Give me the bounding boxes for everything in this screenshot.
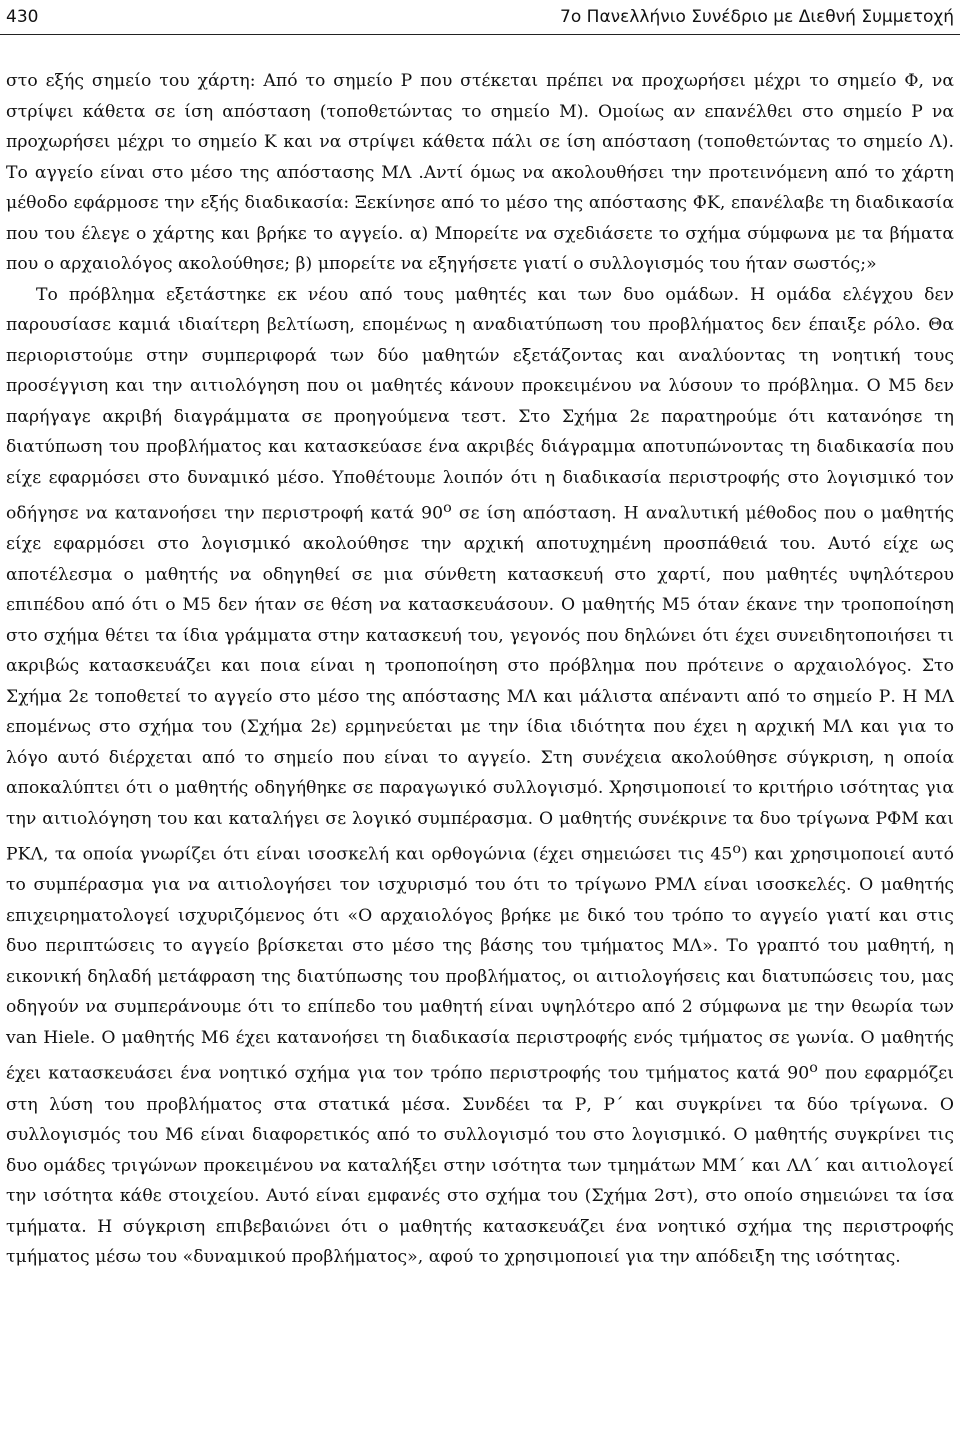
degree-superscript: ο bbox=[732, 841, 742, 858]
text-run: Το πρόβλημα εξετάστηκε εκ νέου από τους μαθητές και των δυο ομάδων. Η ομάδα ελέγχου δεν παρουσίασε καμιά ιδιαίτερη βελτίωση, επομένως η αναδιατύπωση του προβλήματος δεν έπαιξε ρόλο. Θα περιοριστούμε στην συμπεριφορά των δύο μαθητών εξετάζοντας και αναλύοντας τη νοητική τους προσέγγιση και την αιτιολόγηση που οι μαθητές κάνουν προκειμένου να λύσουν το πρόβλημα. Ο Μ5 δεν παρήγαγε ακριβή διαγράμματα σε προηγούμενα τεστ. Στο Σχήμα 2ε παρατηρούμε ότι κατανόησε τη διατύπωση του προβλήματος και κατασκεύασε ένα ακριβές διάγραμμα αποτυπώνοντας τη διαδικασία που είχε εφαρμόσει στο δυναμικό μέσο. Υποθέτουμε λοιπόν ότι η διαδικασία περιστροφής στο λογισμικό τον οδήγησε να κατανοήσει την περιστροφή κατά 90 bbox=[6, 284, 954, 524]
body-text bbox=[6, 66, 954, 1273]
degree-superscript: ο bbox=[443, 500, 452, 516]
text-run: σε ίση απόσταση. Η αναλυτική μέθοδος που ο μαθητής είχε εφαρμόσει στο λογισμικό ακολούθησε την αρχική αποτυχημένη προσπάθειά του. Αυτό είχε ως αποτέλεσμα ο μαθητής να οδηγηθεί σε μια σύνθετη κατασκευή στο χαρτί, που μαθητές υψηλότερου επιπέδου από ότι ο Μ5 δεν ήταν σε θέση να κατασκευάσουν. Ο μαθητής Μ5 όταν έκανε την τροποποίηση στο σχήμα θέτει τα ίδια γράμματα στην κατασκευή του, γεγονός που δηλώνει ότι έχει συνειδητοποιήσει τι ακριβώς κατασκευάζει και ποια είναι η τροποποίηση στο πρόβλημα που πρότεινε ο αρχαιολόγος. Στο Σχήμα 2ε τοποθετεί το αγγείο στο μέσο της απόστασης ΜΛ και μάλιστα απέναντι από το σημείο Ρ. Η ΜΛ επομένως στο σχήμα του (Σχήμα 2ε) ερμηνεύεται με την ίδια ιδιότητα που έχει η αρχική ΜΛ και για το λόγο αυτό διέρχεται από το σημείο που είναι το αγγείο. Στη συνέχεια ακολούθησε σύγκριση, η οποία αποκαλύπτει ότι ο μαθητής οδηγήθηκε σε παραγωγικό συλλογισμό. Χρησιμοποιεί το κριτήριο ισότητας για την αιτιολόγηση του και καταλήγει σε λογικό συμπέρασμα. Ο μαθητής συνέκρινε τα δυο τρίγωνα ΡΦΜ και ΡΚΛ, τα οποία γνωρίζει ότι είναι ισοσκελή και ορθογώνια (έχει σημειώσει τις 45 bbox=[6, 503, 955, 865]
page-header bbox=[0, 0, 960, 35]
page-number: 430 bbox=[6, 7, 39, 27]
paragraph-1: στο εξής σημείο του χάρτη: Από το σημείο Ρ που στέκεται πρέπει να προχωρήσει μέχρι το σημείο Φ, να στρίψει κάθετα σε ίση απόσταση (τοποθετώντας το σημείο Μ). Ομοίως αν επανέλθει στο σημείο Ρ να προχωρήσει μέχρι το σημείο Κ και να στρίψει κάθετα πάλι σε ίση απόσταση (τοποθετώντας το σημείο Λ). Το αγγείο είναι στο μέσο της απόστασης ΜΛ .Αντί όμως να ακολουθήσει την προτεινόμενη από το χάρτη μέθοδο εφάρμοσε την εξής διαδικασία: Ξεκίνησε από το μέσο της απόστασης ΦΚ, επανέλαβε τη διαδικασία που του έλεγε ο χάρτης και βρήκε το αγγείο. α) Μπορείτε να σχεδιάσετε το σχήμα σύμφωνα με τα βήματα που ο αρχαιολόγος ακολούθησε; β) μπορείτε να εξηγήσετε γιατί ο συλλογισμός του ήταν σωστός;» bbox=[6, 71, 954, 274]
paragraph-2 bbox=[6, 280, 954, 1273]
text-run: ) και χρησιμοποιεί αυτό το συμπέρασμα για να αιτιολογήσει τον ισχυρισμό του ότι το τρίγωνο ΡΜΛ είναι ισοσκελές. Ο μαθητής επιχειρηματολογεί ισχυριζόμενος ότι «Ο αρχαιολόγος βρήκε με δικό του τρόπο το αγγείο γιατί και στις δυο περιπτώσεις το αγγείο βρίσκεται στο μέσο της βάσης του τμήματος ΜΛ». Το γραπτό του μαθητή, η εικονική δηλαδή μετάφραση της διατύπωσης του προβλήματος, οι αιτιολογήσεις και διατυπώσεις του, μας οδηγούν να συμπεράνουμε ότι το επίπεδο του μαθητή είναι υψηλότερο από 2 σύμφωνα με την θεωρία των van Hiele. Ο μαθητής Μ6 έχει κατανοήσει τη διαδικασία περιστροφής ενός τμήματος σε γωνία. Ο μαθητής έχει κατασκευάσει ένα νοητικό σχήμα για τον τρόπο περιστροφής του τμήματος κατά 90 bbox=[6, 844, 954, 1085]
degree-superscript: ο bbox=[809, 1060, 818, 1077]
text-run: που εφαρμόζει στη λύση του προβλήματος στα στατικά μέσα. Συνδέει τα Ρ, Ρ΄ και συγκρίνει τα δύο τρίγωνα. Ο συλλογισμός του Μ6 είναι διαφορετικός από το συλλογισμό του στο λογισμικό. Ο μαθητής συγκρίνει τις δυο ομάδες τριγώνων προκειμένου να καταλήξει στην ισότητα των τμημάτων ΜΜ΄ και ΛΛ΄ και αιτιολογεί την ισότητα κάθε στοιχείου. Αυτό είναι εμφανές στο σχήμα του (Σχήμα 2στ), στο οποίο σημειώνει τα ίσα τμήματα. Η σύγκριση επιβεβαιώνει ότι ο μαθητής κατασκευάζει ένα νοητικό σχήμα της περιστροφής τμήματος μέσω του «δυναμικού προβλήματος», αφού το χρησιμοποιεί για την απόδειξη της ισότητας. bbox=[6, 1064, 954, 1268]
running-title: 7ο Πανελλήνιο Συνέδριο με Διεθνή Συμμετοχή bbox=[560, 7, 954, 27]
